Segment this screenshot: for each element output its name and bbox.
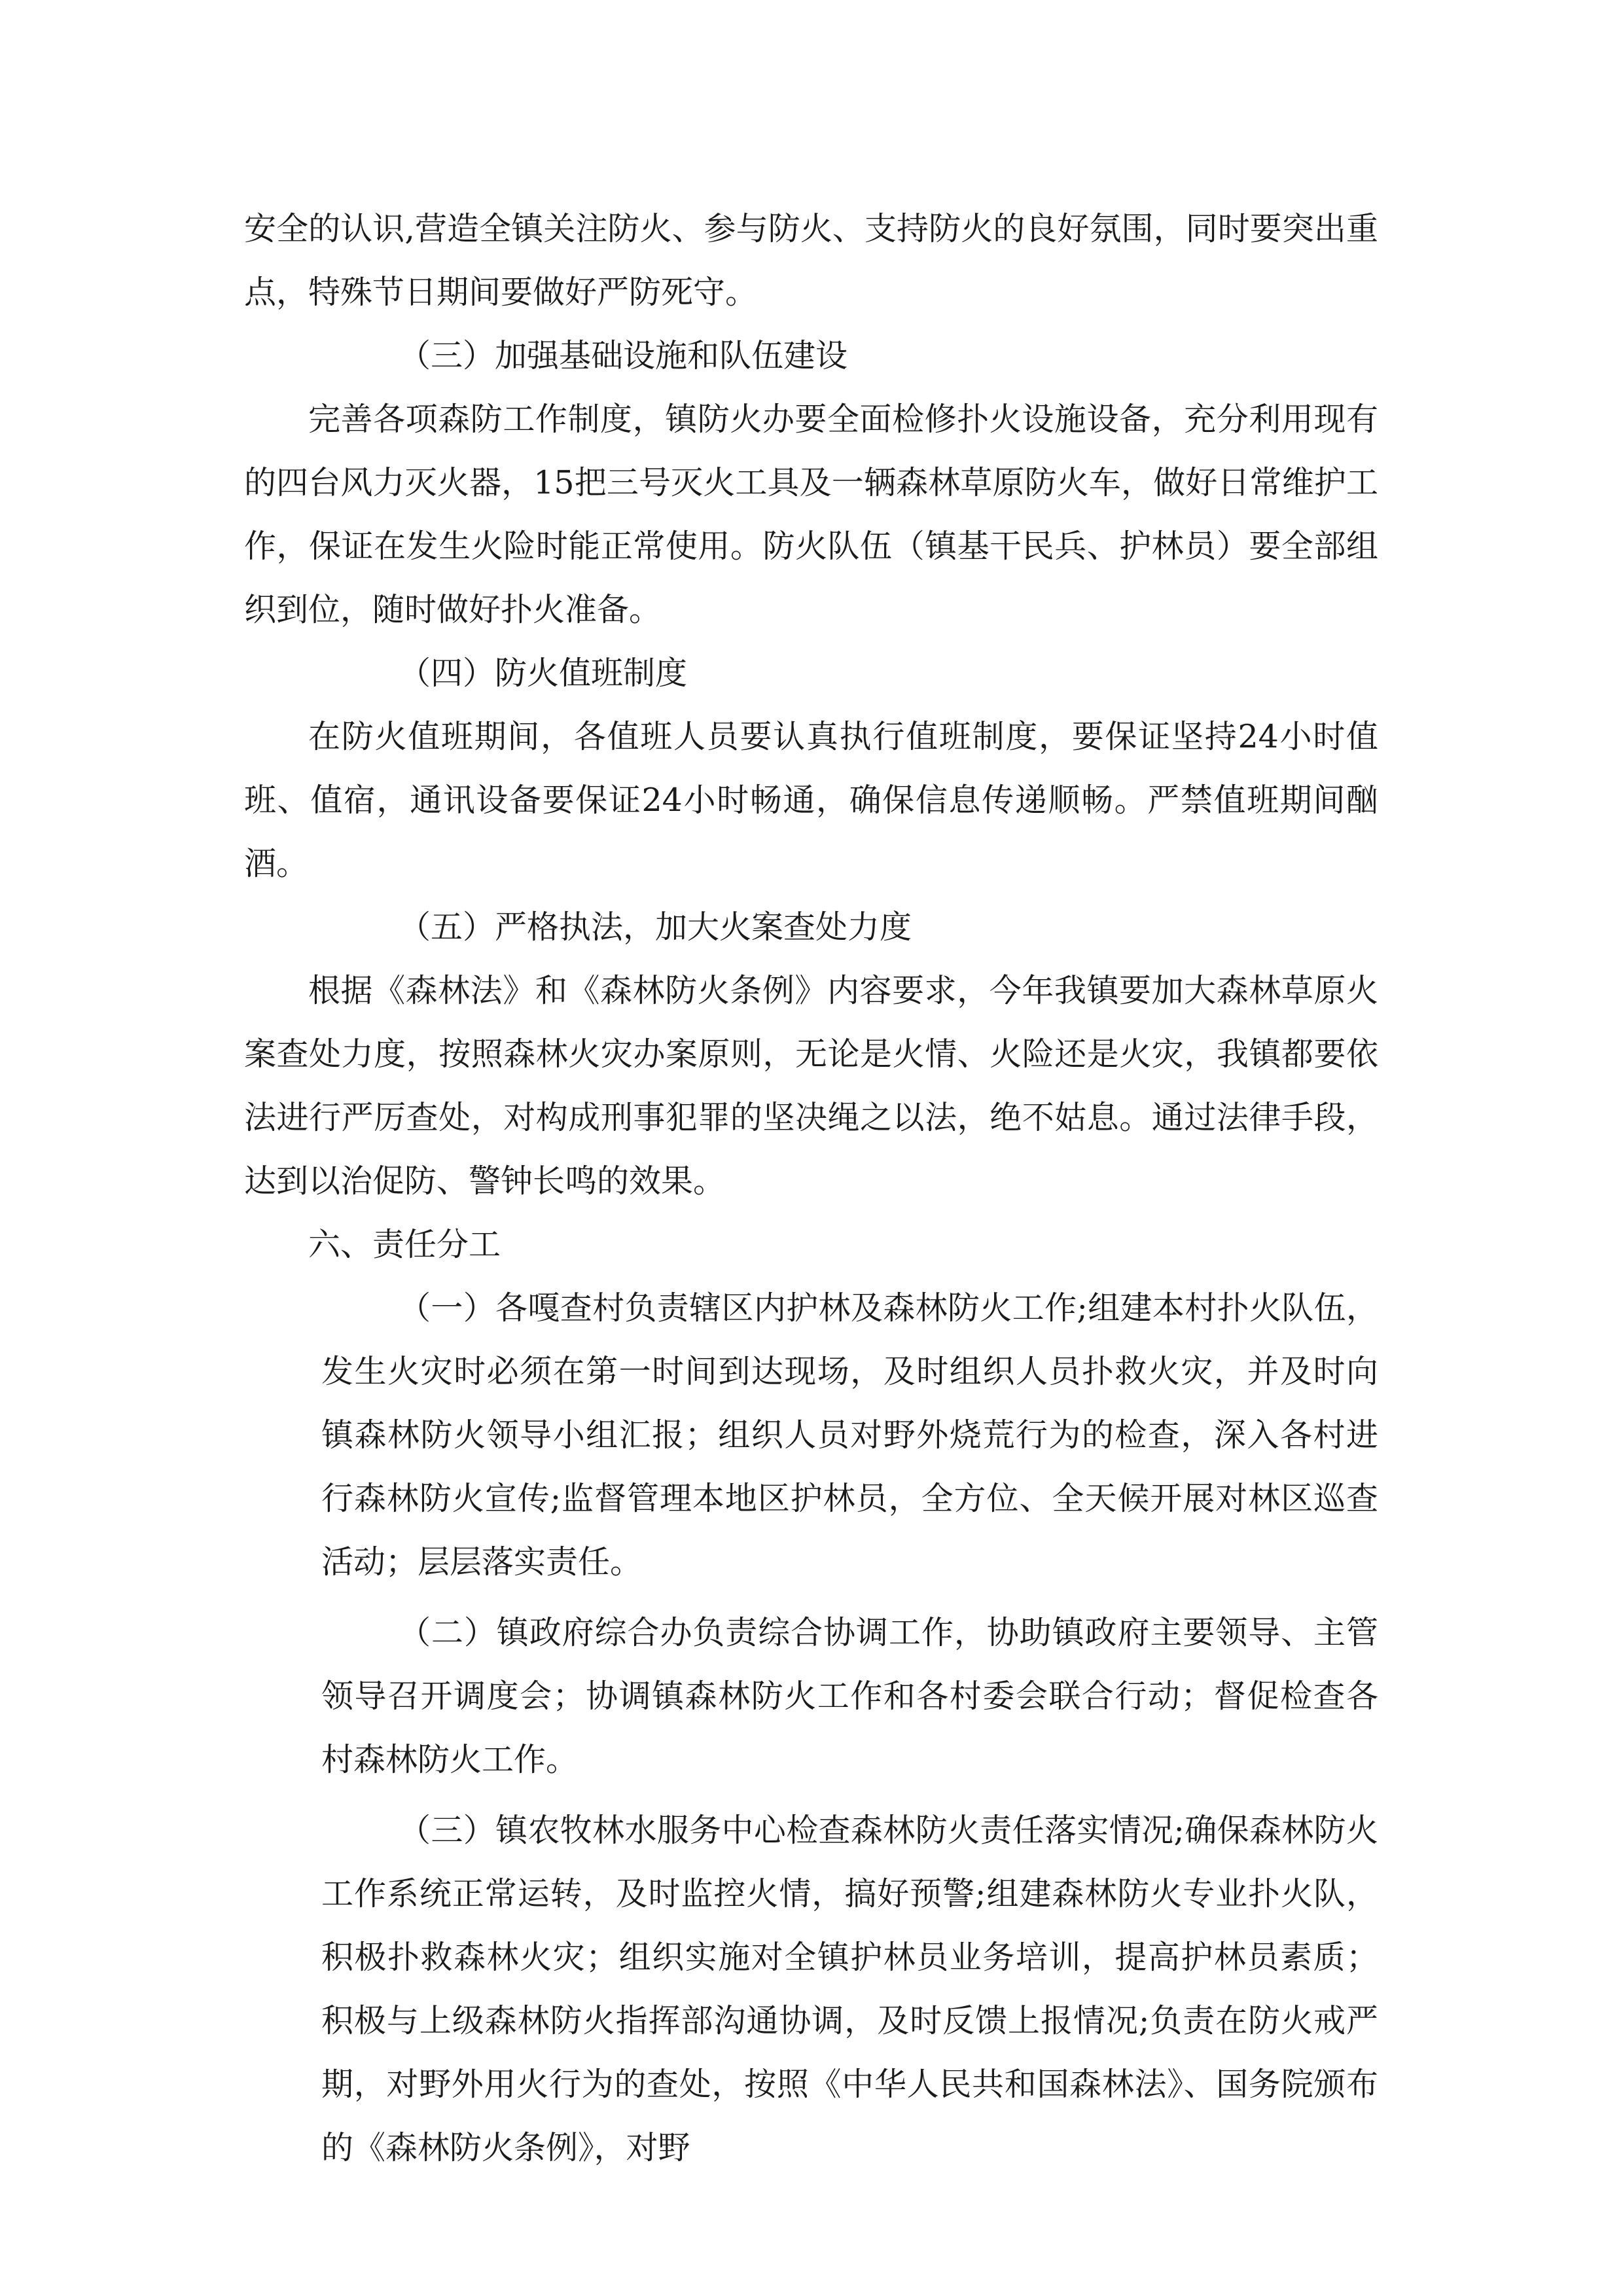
paragraph-government-office: （二）镇政府综合办负责综合协调工作，协助镇政府主要领导、主管领导召开调度会；协调镇森林防火工作和各村委会联合行动；督促检查各村森林防火工作。 [321,1614,1378,1778]
paragraph-facilities: 完善各项森防工作制度，镇防火办要全面检修扑火设施设备，充分利用现有的四台风力灭火器，15把三号灭火工具及一辆森林草原防火车，做好日常维护工作，保证在发生火险时能正常使用。防火队伍（镇基干民兵、护林员）要全部组织到位，随时做好扑火准备。 [244,401,1378,628]
paragraph-law-enforcement: 根据《森林法》和《森林防火条例》内容要求，今年我镇要加大森林草原火案查处力度，按照森林火灾办案原则，无论是火情、火险还是火灾，我镇都要依法进行严厉查处，对构成刑事犯罪的坚决绳之以法，绝不姑息。通过法律手段，达到以治促防、警钟长鸣的效果。 [244,972,1378,1200]
section-heading-6: 六、责任分工 [308,1226,501,1263]
paragraph-continuation: 安全的认识,营造全镇关注防火、参与防火、支持防火的良好氛围，同时要突出重点，特殊节日期间要做好严防死守。 [244,210,1378,311]
document-body [244,197,1378,2179]
section-heading-5: （五）严格执法，加大火案查处力度 [399,908,912,946]
paragraph-duty: 在防火值班期间，各值班人员要认真执行值班制度，要保证坚持24小时值班、值宿，通讯设备要保证24小时畅通，确保信息传递顺畅。严禁值班期间酗酒。 [244,718,1378,882]
section-heading-3: （三）加强基础设施和队伍建设 [399,337,848,374]
section-heading-4: （四）防火值班制度 [399,655,688,692]
paragraph-villages: （一）各嘎查村负责辖区内护林及森林防火工作;组建本村扑火队伍，发生火灾时必须在第一时间到达现场，及时组织人员扑救火灾，并及时向镇森林防火领导小组汇报；组织人员对野外烧荒行为的检查，深入各村进行森林防火宣传;监督管理本地区护林员，全方位、全天候开展对林区巡查活动；层层落实责任。 [321,1289,1378,1581]
paragraph-service-center: （三）镇农牧林水服务中心检查森林防火责任落实情况;确保森林防火工作系统正常运转，及时监控火情，搞好预警;组建森林防火专业扑火队，积极扑救森林火灾；组织实施对全镇护林员业务培训，提高护林员素质；积极与上级森林防火指挥部沟通协调，及时反馈上报情况;负责在防火戒严期，对野外用火行为的查处，按照《中华人民共和国森林法》、国务院颁布的《森林防火条例》，对野 [321,1812,1378,2166]
